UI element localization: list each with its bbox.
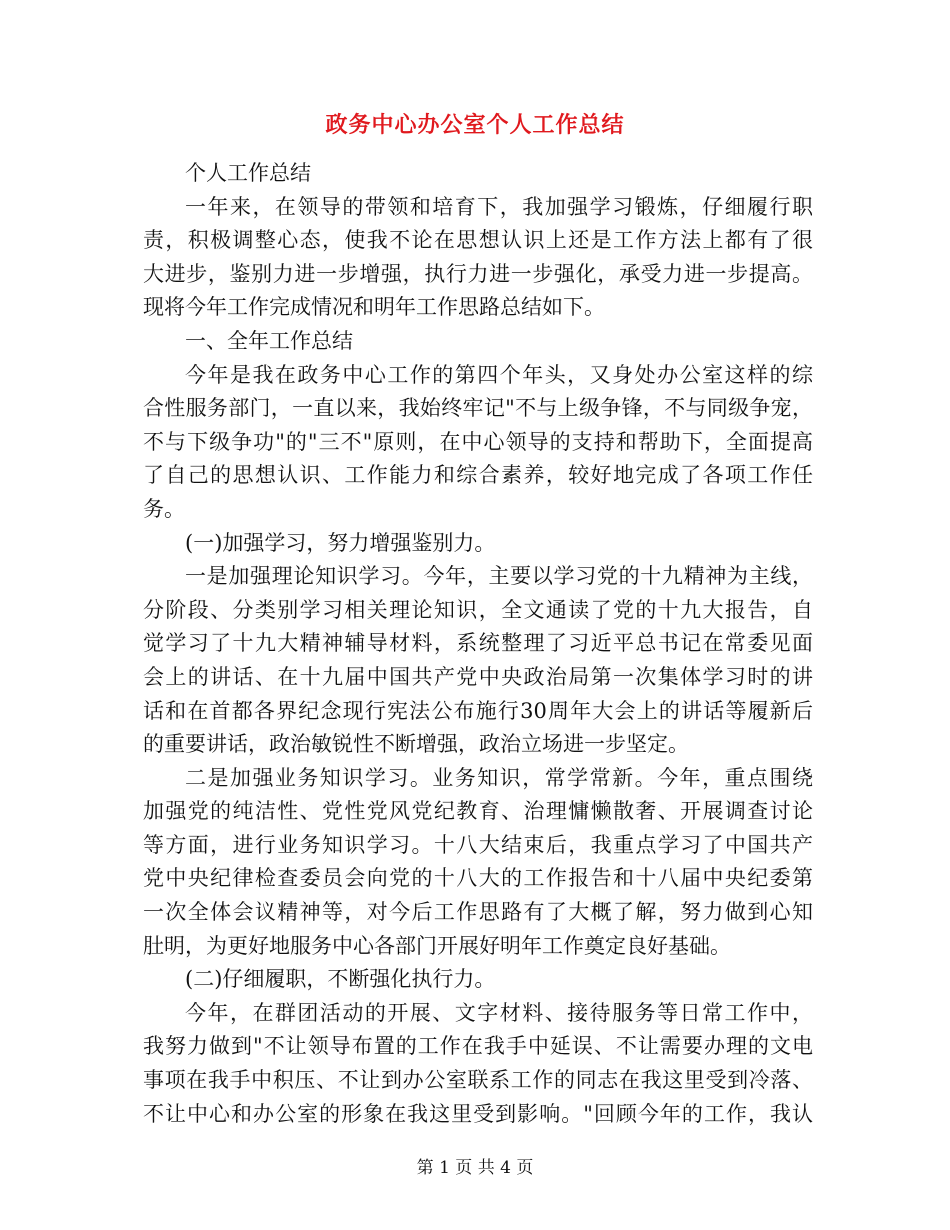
text-line: 大进步，鉴别力进一步增强，执行力进一步强化，承受力进一步提高。 xyxy=(143,261,813,286)
document-title: 政务中心办公室个人工作总结 xyxy=(325,112,625,138)
text-line: (二)仔细履职，不断强化执行力。 xyxy=(185,967,496,992)
document-body xyxy=(143,157,813,1131)
text-line: 加强党的纯洁性、党性党风党纪教育、治理慵懒散奢、开展调查讨论 xyxy=(143,799,813,824)
text-line: 现将今年工作完成情况和明年工作思路总结如下。 xyxy=(143,295,605,320)
text-line: 事项在我手中积压、不让到办公室联系工作的同志在我这里受到冷落、 xyxy=(143,1068,813,1093)
text-line: 一年来，在领导的带领和培育下，我加强学习锻炼，仔细履行职 xyxy=(185,194,813,219)
text-line: (一)加强学习，努力增强鉴别力。 xyxy=(185,530,496,555)
text-line: 一次全体会议精神等，对今后工作思路有了大概了解，努力做到心知 xyxy=(143,900,813,925)
text-line: 今年是我在政务中心工作的第四个年头，又身处办公室这样的综 xyxy=(185,362,813,387)
text-line: 肚明，为更好地服务中心各部门开展好明年工作奠定良好基础。 xyxy=(143,933,731,958)
text-line: 不让中心和办公室的形象在我这里受到影响。"回顾今年的工作，我认 xyxy=(143,1101,813,1126)
text-line: 今年，在群团活动的开展、文字材料、接待服务等日常工作中， xyxy=(185,1000,813,1025)
text-line: 个人工作总结 xyxy=(185,161,311,185)
text-line: 了自己的思想认识、工作能力和综合素养，较好地完成了各项工作任 xyxy=(143,463,813,488)
text-line: 话和在首都各界纪念现行宪法公布施行30周年大会上的讲话等履新后 xyxy=(143,698,813,723)
text-line: 不与下级争功"的"三不"原则，在中心领导的支持和帮助下，全面提高 xyxy=(143,429,813,454)
text-line: 会上的讲话、在十九届中国共产党中央政治局第一次集体学习时的讲 xyxy=(143,664,813,689)
text-line: 分阶段、分类别学习相关理论知识，全文通读了党的十九大报告，自 xyxy=(143,597,813,622)
text-line: 一是加强理论知识学习。今年，主要以学习党的十九精神为主线， xyxy=(185,564,813,589)
text-line: 觉学习了十九大精神辅导材料，系统整理了习近平总书记在常委见面 xyxy=(143,631,813,656)
text-line: 合性服务部门，一直以来，我始终牢记"不与上级争锋，不与同级争宠， xyxy=(143,396,813,421)
text-line: 二是加强业务知识学习。业务知识，常学常新。今年，重点围绕 xyxy=(185,765,813,790)
text-line: 等方面，进行业务知识学习。十八大结束后，我重点学习了中国共产 xyxy=(143,832,813,857)
text-line: 责，积极调整心态，使我不论在思想认识上还是工作方法上都有了很 xyxy=(143,228,813,253)
text-line: 一、全年工作总结 xyxy=(185,328,353,353)
text-line: 的重要讲话，政治敏锐性不断增强，政治立场进一步坚定。 xyxy=(143,732,689,757)
text-line: 务。 xyxy=(143,496,185,521)
text-line: 党中央纪律检查委员会向党的十八大的工作报告和十八届中央纪委第 xyxy=(143,866,813,891)
page-footer: 第 1 页 共 4 页 xyxy=(416,1158,534,1178)
text-line: 我努力做到"不让领导布置的工作在我手中延误、不让需要办理的文电 xyxy=(143,1034,813,1059)
